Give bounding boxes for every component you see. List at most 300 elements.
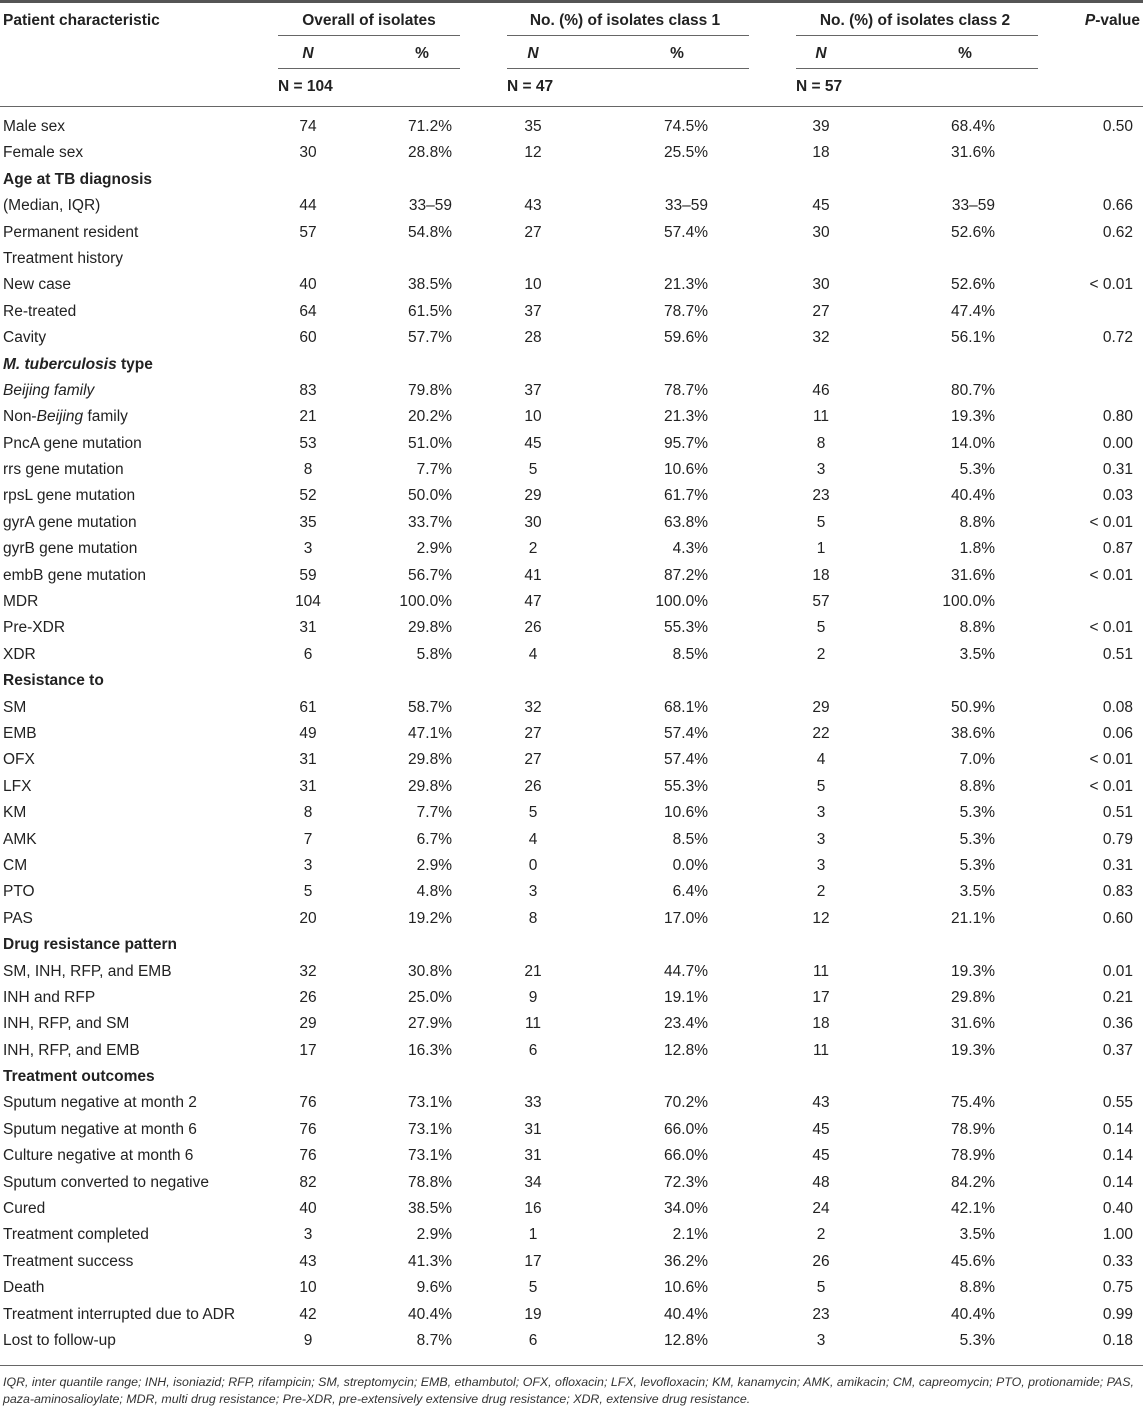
table-row [0, 853, 1143, 879]
table-row [0, 1090, 1143, 1116]
overall-pct-cell: 29.8% [408, 777, 452, 795]
class2-pct-cell: 14.0% [951, 434, 995, 452]
row-label: MDR [3, 593, 39, 611]
table-row [0, 457, 1143, 483]
table-row [0, 642, 1143, 668]
data-table [0, 114, 1143, 1354]
overall-n-cell: 42 [299, 1305, 317, 1323]
overall-n-cell: 31 [299, 777, 317, 795]
row-label: Non-Beijing family [3, 408, 128, 426]
table-row [0, 906, 1143, 932]
total-class1: N = 47 [507, 78, 554, 95]
class2-pct-cell: 50.9% [951, 698, 995, 716]
p-value-cell: 0.72 [1102, 329, 1133, 347]
class2-n-cell: 3 [816, 461, 826, 479]
class1-n-cell: 9 [528, 988, 538, 1006]
overall-n-cell: 40 [299, 276, 317, 294]
table-row [0, 879, 1143, 905]
table-row [0, 431, 1143, 457]
table-row [0, 959, 1143, 985]
row-label: INH, RFP, and EMB [3, 1041, 140, 1059]
overall-pct-cell: 78.8% [408, 1173, 452, 1191]
class2-pct-cell: 21.1% [951, 909, 995, 927]
class1-pct-cell: 21.3% [664, 276, 708, 294]
table-row [0, 1038, 1143, 1064]
sub-n-class1: N [527, 45, 539, 62]
class1-n-cell: 3 [528, 883, 538, 901]
table-row [0, 774, 1143, 800]
row-label: New case [3, 276, 72, 294]
overall-n-cell: 53 [299, 434, 317, 452]
overall-pct-cell: 100.0% [399, 593, 452, 611]
class2-n-cell: 11 [812, 1041, 830, 1059]
class2-pct-cell: 19.3% [951, 1041, 995, 1059]
row-label: Cured [3, 1200, 46, 1218]
class2-pct-cell: 42.1% [951, 1200, 995, 1218]
overall-pct-cell: 51.0% [408, 434, 452, 452]
class2-pct-cell: 8.8% [959, 619, 995, 637]
row-label: embB gene mutation [3, 566, 147, 584]
overall-pct-cell: 73.1% [408, 1120, 452, 1138]
table-row [0, 985, 1143, 1011]
p-value-cell: 0.14 [1102, 1147, 1133, 1165]
class2-pct-cell: 3.5% [959, 1226, 995, 1244]
class1-pct-cell: 4.3% [672, 540, 708, 558]
class1-n-cell: 5 [528, 1279, 538, 1297]
row-label: CM [3, 856, 28, 874]
class1-n-cell: 27 [524, 223, 542, 241]
footnote: IQR, inter quantile range; INH, isoniazid; RFP, rifampicin; SM, streptomycin; EMB, ethambutol; OFX, ofloxacin; LFX, levofloxacin; KM, kanamycin; AMK, amikacin; CM, capreomycin; PTO, protionamide; PAS, paza-aminosalioylate; MDR, multi drug resistance; Pre-XDR, pre-extensively extensive drug resistance; XDR, extensive drug resistance. [3, 1375, 1134, 1406]
class1-n-cell: 19 [524, 1305, 542, 1323]
overall-n-cell: 74 [299, 118, 317, 135]
overall-n-cell: 44 [299, 197, 317, 215]
class1-pct-cell: 100.0% [655, 593, 708, 611]
p-value-cell: 0.79 [1102, 830, 1133, 848]
class1-pct-cell: 78.7% [664, 302, 708, 320]
class1-pct-cell: 72.3% [664, 1173, 708, 1191]
overall-n-cell: 32 [299, 962, 317, 980]
p-value-cell: < 0.01 [1089, 566, 1133, 584]
class1-pct-cell: 8.5% [672, 830, 708, 848]
table-row [0, 378, 1143, 404]
class1-n-cell: 2 [528, 540, 538, 558]
class2-pct-cell: 5.3% [959, 830, 995, 848]
class2-pct-cell: 8.8% [959, 777, 995, 795]
overall-n-cell: 104 [295, 593, 321, 611]
row-label: Cavity [3, 329, 47, 347]
class2-pct-cell: 8.8% [959, 1279, 995, 1297]
row-label: Female sex [3, 144, 84, 162]
row-label: XDR [3, 645, 36, 663]
row-label: AMK [3, 830, 37, 848]
table-row [0, 299, 1143, 325]
overall-n-cell: 31 [299, 751, 317, 769]
overall-n-cell: 57 [299, 223, 317, 241]
row-label: rpsL gene mutation [3, 487, 136, 505]
overall-pct-cell: 4.8% [416, 883, 452, 901]
overall-pct-cell: 38.5% [408, 276, 452, 294]
row-label: Pre-XDR [3, 619, 66, 637]
p-value-cell: < 0.01 [1089, 751, 1133, 769]
class1-pct-cell: 78.7% [664, 381, 708, 399]
p-value-cell: 0.99 [1102, 1305, 1133, 1323]
class1-pct-cell: 2.1% [672, 1226, 708, 1244]
row-label: Sputum negative at month 2 [3, 1094, 197, 1112]
class2-pct-cell: 31.6% [951, 1015, 995, 1033]
overall-pct-cell: 27.9% [408, 1015, 452, 1033]
p-value-cell: 0.66 [1102, 197, 1133, 215]
overall-pct-cell: 25.0% [408, 988, 452, 1006]
row-label: PAS [3, 909, 33, 927]
class2-n-cell: 5 [816, 1279, 826, 1297]
overall-pct-cell: 40.4% [408, 1305, 452, 1323]
table-row [0, 140, 1143, 166]
class2-n-cell: 29 [812, 698, 830, 716]
overall-pct-cell: 7.7% [416, 461, 452, 479]
class1-n-cell: 32 [524, 698, 542, 716]
class2-pct-cell: 3.5% [959, 645, 995, 663]
overall-pct-cell: 2.9% [416, 1226, 452, 1244]
overall-pct-cell: 79.8% [408, 381, 452, 399]
p-value-cell: 0.62 [1102, 223, 1133, 241]
p-value-cell: 0.21 [1102, 988, 1133, 1006]
row-label: Treatment success [3, 1252, 134, 1270]
row-label: Culture negative at month 6 [3, 1147, 194, 1165]
p-value-cell: 0.87 [1102, 540, 1133, 558]
overall-pct-cell: 57.7% [408, 329, 452, 347]
class1-pct-cell: 8.5% [672, 645, 708, 663]
table-row [0, 193, 1143, 219]
class2-pct-cell: 40.4% [951, 1305, 995, 1323]
class2-n-cell: 12 [812, 909, 830, 927]
class2-n-cell: 2 [816, 645, 826, 663]
class2-pct-cell: 5.3% [959, 856, 995, 874]
class2-pct-cell: 5.3% [959, 1331, 995, 1349]
overall-pct-cell: 28.8% [408, 144, 452, 162]
table-row [0, 1302, 1143, 1328]
class1-pct-cell: 74.5% [664, 118, 708, 135]
overall-pct-cell: 30.8% [408, 962, 452, 980]
class2-pct-cell: 80.7% [951, 381, 995, 399]
class2-pct-cell: 56.1% [951, 329, 995, 347]
overall-pct-cell: 29.8% [408, 751, 452, 769]
class1-n-cell: 4 [528, 830, 538, 848]
overall-pct-cell: 54.8% [408, 223, 452, 241]
overall-n-cell: 6 [303, 645, 313, 663]
row-label: Lost to follow-up [3, 1331, 116, 1349]
class1-n-cell: 31 [524, 1147, 542, 1165]
class1-pct-cell: 95.7% [664, 434, 708, 452]
overall-pct-cell: 33–59 [408, 197, 452, 215]
row-label: EMB [3, 724, 37, 742]
overall-n-cell: 76 [299, 1120, 317, 1138]
class1-pct-cell: 6.4% [672, 883, 708, 901]
p-value-cell: 0.55 [1102, 1094, 1133, 1112]
row-label: PTO [3, 883, 35, 901]
overall-pct-cell: 16.3% [408, 1041, 452, 1059]
class2-n-cell: 3 [816, 856, 826, 874]
class1-pct-cell: 12.8% [664, 1041, 708, 1059]
overall-n-cell: 9 [303, 1331, 313, 1349]
class1-n-cell: 37 [524, 381, 542, 399]
p-value-cell: 0.40 [1102, 1200, 1133, 1218]
class1-n-cell: 5 [528, 804, 538, 822]
row-label: Beijing family [3, 381, 95, 399]
overall-n-cell: 29 [299, 1015, 317, 1033]
class1-pct-cell: 21.3% [664, 408, 708, 426]
table-bottom-rule [0, 1365, 1143, 1366]
class2-pct-cell: 100.0% [942, 593, 995, 611]
table-row [0, 563, 1143, 589]
class2-n-cell: 30 [812, 223, 830, 241]
class2-n-cell: 39 [812, 118, 830, 135]
class1-n-cell: 41 [524, 566, 542, 584]
class1-n-cell: 35 [524, 118, 542, 135]
overall-n-cell: 3 [303, 540, 313, 558]
p-value-cell: 0.06 [1102, 724, 1133, 742]
overall-n-cell: 35 [299, 513, 317, 531]
overall-n-cell: 3 [303, 1226, 313, 1244]
table-row [0, 272, 1143, 298]
p-value-cell: < 0.01 [1089, 276, 1133, 294]
class1-n-cell: 11 [524, 1015, 542, 1033]
class1-pct-cell: 61.7% [664, 487, 708, 505]
p-value-cell: 0.01 [1102, 962, 1133, 980]
class2-n-cell: 24 [812, 1200, 830, 1218]
class1-pct-cell: 87.2% [664, 566, 708, 584]
class1-pct-cell: 10.6% [664, 461, 708, 479]
table-row [0, 325, 1143, 351]
overall-pct-cell: 6.7% [416, 830, 452, 848]
class1-n-cell: 29 [524, 487, 542, 505]
class2-n-cell: 46 [812, 381, 830, 399]
class1-pct-cell: 68.1% [664, 698, 708, 716]
p-value-cell: 0.14 [1102, 1120, 1133, 1138]
row-label: Treatment interrupted due to ADR [3, 1305, 236, 1323]
class2-n-cell: 18 [812, 566, 830, 584]
overall-n-cell: 49 [299, 724, 317, 742]
class1-pct-cell: 59.6% [664, 329, 708, 347]
class1-n-cell: 26 [524, 619, 542, 637]
class2-pct-cell: 7.0% [959, 751, 995, 769]
overall-n-cell: 76 [299, 1147, 317, 1165]
row-label: Permanent resident [3, 223, 139, 241]
overall-n-cell: 64 [299, 302, 317, 320]
table-row [0, 1196, 1143, 1222]
overall-pct-cell: 73.1% [408, 1094, 452, 1112]
class2-n-cell: 11 [812, 962, 830, 980]
row-label: INH, RFP, and SM [3, 1015, 130, 1033]
header-class2: No. (%) of isolates class 2 [819, 12, 1011, 29]
overall-pct-cell: 7.7% [416, 804, 452, 822]
class1-pct-cell: 10.6% [664, 804, 708, 822]
section-header-row [0, 1064, 1143, 1090]
class1-n-cell: 5 [528, 461, 538, 479]
class1-n-cell: 43 [524, 197, 542, 215]
class1-pct-cell: 25.5% [664, 144, 708, 162]
table-row [0, 510, 1143, 536]
class1-pct-cell: 63.8% [664, 513, 708, 531]
overall-pct-cell: 38.5% [408, 1200, 452, 1218]
class2-n-cell: 17 [812, 988, 830, 1006]
class1-pct-cell: 55.3% [664, 777, 708, 795]
table-row [0, 404, 1143, 430]
p-value-cell: 0.51 [1102, 804, 1133, 822]
class1-pct-cell: 55.3% [664, 619, 708, 637]
overall-pct-cell: 73.1% [408, 1147, 452, 1165]
class1-n-cell: 10 [524, 408, 542, 426]
class2-n-cell: 2 [816, 1226, 826, 1244]
class1-pct-cell: 57.4% [664, 751, 708, 769]
header-p-value: P-value [1084, 12, 1140, 29]
class2-n-cell: 45 [812, 1147, 830, 1165]
table-row [0, 800, 1143, 826]
class1-pct-cell: 36.2% [664, 1252, 708, 1270]
section-header-row [0, 932, 1143, 958]
overall-n-cell: 43 [299, 1252, 317, 1270]
sub-n-overall: N [302, 45, 314, 62]
class2-pct-cell: 78.9% [951, 1120, 995, 1138]
p-value-cell: 0.83 [1102, 883, 1133, 901]
p-value-cell: 0.36 [1102, 1015, 1133, 1033]
row-label: INH and RFP [3, 988, 96, 1006]
table-row [0, 1275, 1143, 1301]
class1-n-cell: 16 [524, 1200, 542, 1218]
overall-pct-cell: 61.5% [408, 302, 452, 320]
class2-n-cell: 57 [812, 593, 830, 611]
p-value-cell: 0.14 [1102, 1173, 1133, 1191]
overall-pct-cell: 58.7% [408, 698, 452, 716]
overall-n-cell: 7 [303, 830, 313, 848]
p-value-cell: < 0.01 [1089, 513, 1133, 531]
class2-pct-cell: 19.3% [951, 962, 995, 980]
class1-n-cell: 33 [524, 1094, 542, 1112]
class2-pct-cell: 19.3% [951, 408, 995, 426]
header-class1: No. (%) of isolates class 1 [529, 12, 721, 29]
row-label: Drug resistance pattern [3, 936, 177, 954]
class2-group-rule [796, 35, 1038, 36]
class2-n-cell: 4 [816, 751, 826, 769]
overall-pct-cell: 2.9% [416, 856, 452, 874]
class1-pct-cell: 70.2% [664, 1094, 708, 1112]
class1-pct-cell: 19.1% [664, 988, 708, 1006]
class2-n-cell: 3 [816, 1331, 826, 1349]
class1-n-cell: 8 [528, 909, 538, 927]
class1-n-cell: 31 [524, 1120, 542, 1138]
class2-n-cell: 45 [812, 197, 830, 215]
class1-n-cell: 6 [528, 1331, 538, 1349]
class2-n-cell: 48 [812, 1173, 830, 1191]
row-label: M. tuberculosis type [3, 355, 153, 373]
overall-n-cell: 82 [299, 1173, 317, 1191]
class1-n-cell: 27 [524, 751, 542, 769]
overall-pct-cell: 29.8% [408, 619, 452, 637]
table-row [0, 536, 1143, 562]
class2-pct-cell: 1.8% [959, 540, 995, 558]
class1-n-cell: 21 [524, 962, 542, 980]
table-row [0, 721, 1143, 747]
class2-pct-cell: 84.2% [951, 1173, 995, 1191]
overall-n-cell: 3 [303, 856, 313, 874]
total-overall: N = 104 [278, 78, 333, 95]
class2-pct-cell: 3.5% [959, 883, 995, 901]
class2-pct-cell: 5.3% [959, 461, 995, 479]
class1-n-cell: 26 [524, 777, 542, 795]
overall-pct-cell: 2.9% [416, 540, 452, 558]
overall-group-rule [278, 35, 460, 36]
class1-n-cell: 30 [524, 513, 542, 531]
class1-n-cell: 37 [524, 302, 542, 320]
row-label: SM [3, 698, 27, 716]
row-label: (Median, IQR) [3, 197, 101, 215]
table-row [0, 246, 1143, 272]
row-label: Treatment completed [3, 1226, 149, 1244]
class2-n-cell: 3 [816, 804, 826, 822]
class2-n-cell: 5 [816, 777, 826, 795]
overall-n-cell: 31 [299, 619, 317, 637]
overall-n-cell: 5 [303, 883, 313, 901]
p-value-cell: 0.33 [1102, 1252, 1133, 1270]
total-class2: N = 57 [796, 78, 843, 95]
class1-n-cell: 34 [524, 1173, 542, 1191]
class2-pct-cell: 31.6% [951, 566, 995, 584]
overall-n-cell: 60 [299, 329, 317, 347]
class2-n-cell: 32 [812, 329, 830, 347]
class2-n-cell: 5 [816, 619, 826, 637]
table-row [0, 1143, 1143, 1169]
sub-n-class2: N [815, 45, 827, 62]
class2-pct-cell: 8.8% [959, 513, 995, 531]
p-value-cell: 0.03 [1102, 487, 1133, 505]
p-value-cell: 1.00 [1102, 1226, 1133, 1244]
class1-group-rule [507, 35, 749, 36]
row-label: Death [3, 1279, 45, 1297]
class1-n-cell: 28 [524, 329, 542, 347]
overall-n-cell: 83 [299, 381, 317, 399]
row-label: Resistance to [3, 672, 104, 690]
sub-pct-class1: % [670, 45, 684, 62]
class2-pct-cell: 31.6% [951, 144, 995, 162]
class1-pct-cell: 66.0% [664, 1147, 708, 1165]
overall-n-cell: 20 [299, 909, 317, 927]
class2-pct-cell: 5.3% [959, 804, 995, 822]
class2-n-cell: 22 [812, 724, 830, 742]
class2-pct-cell: 45.6% [951, 1252, 995, 1270]
class2-n-cell: 27 [812, 302, 830, 320]
p-value-cell: 0.80 [1102, 408, 1133, 426]
class2-n-cell: 18 [812, 144, 830, 162]
class1-pct-cell: 34.0% [664, 1200, 708, 1218]
class1-pct-cell: 66.0% [664, 1120, 708, 1138]
class2-n-cell: 23 [812, 1305, 830, 1323]
overall-n-cell: 40 [299, 1200, 317, 1218]
table-row [0, 615, 1143, 641]
class1-n-cell: 12 [524, 144, 542, 162]
overall-pct-cell: 20.2% [408, 408, 452, 426]
class1-pct-cell: 23.4% [664, 1015, 708, 1033]
row-label: KM [3, 804, 27, 822]
table-row [0, 695, 1143, 721]
class2-pct-cell: 40.4% [951, 487, 995, 505]
class2-sub-rule [796, 68, 1038, 69]
table-row [0, 1249, 1143, 1275]
class2-pct-cell: 52.6% [951, 276, 995, 294]
overall-n-cell: 61 [299, 698, 317, 716]
class1-pct-cell: 44.7% [664, 962, 708, 980]
class2-pct-cell: 68.4% [951, 118, 995, 135]
class2-pct-cell: 47.4% [951, 302, 995, 320]
class2-pct-cell: 33–59 [951, 197, 995, 215]
